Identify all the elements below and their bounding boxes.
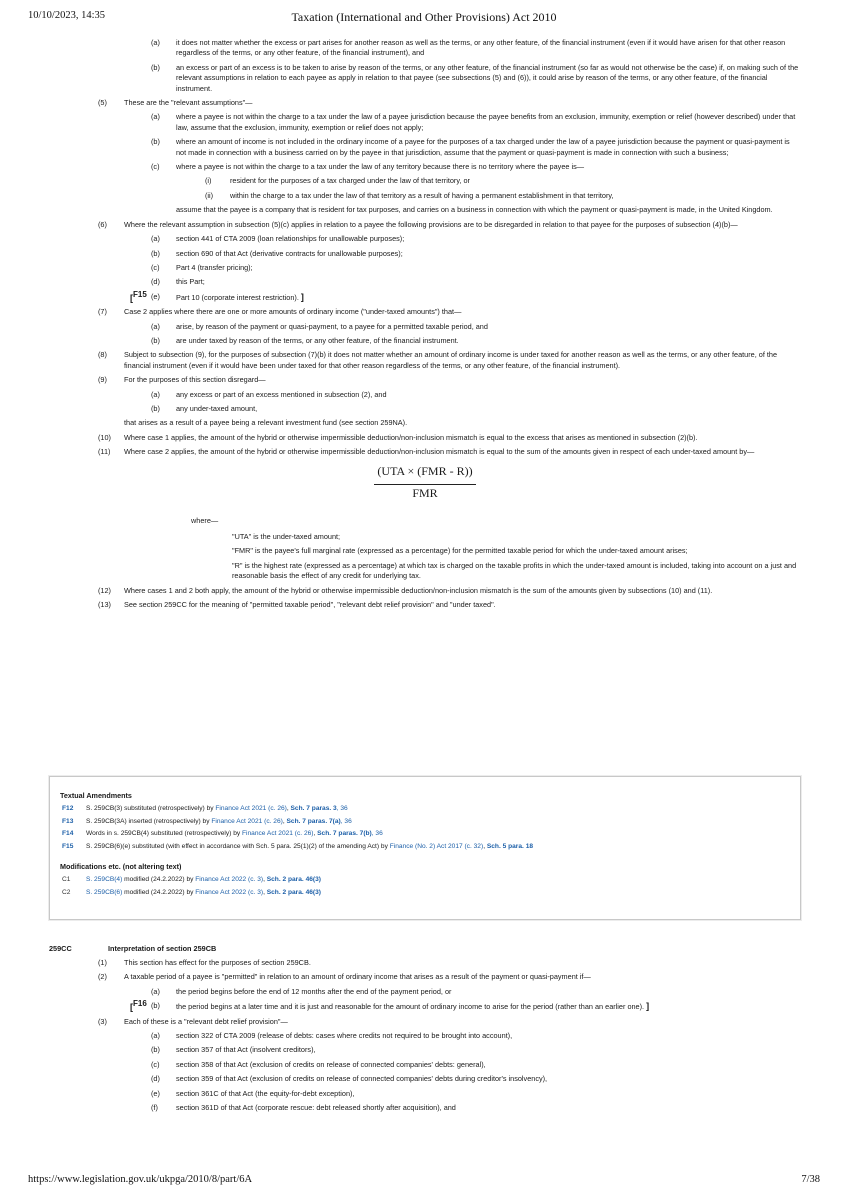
- schedule-link[interactable]: Sch. 2 para. 46(3): [266, 888, 321, 896]
- subsection-8: (8) Subject to subsection (9), for the purposes of subsection (7)(b) it does not matter whether an amount of ordinary income is under taxed for another reason as well as the terms, or any other feature, of the financial instrument (even if it would have been under taxed for that other reason regardless of the terms, or any other feature, of the financial instrument).: [98, 350, 778, 370]
- page-url[interactable]: https://www.legislation.gov.uk/ukpga/2010/8/part/6A: [28, 1174, 253, 1185]
- schedule-link[interactable]: Sch. 7 paras. 3: [290, 805, 337, 812]
- section-259cc: [0, 944, 848, 1117]
- act-link[interactable]: Finance Act 2022 (c. 3): [195, 888, 264, 896]
- where-label: where—: [191, 515, 219, 525]
- subsection-5: (5) These are the "relevant assumptions"—: [98, 98, 253, 108]
- subsection-3: (3) Each of these is a "relevant debt relief provision"—: [98, 1016, 288, 1026]
- act-link[interactable]: Finance Act 2021 (c. 26): [242, 830, 314, 837]
- section-259cb-body: [0, 38, 848, 614]
- clause: (a) arise, by reason of the payment or quasi-payment, to a payee for a permitted taxable period, and: [151, 321, 488, 331]
- clause: (a) section 441 of CTA 2009 (loan relationships for unallowable purposes);: [151, 234, 405, 244]
- definition: "FMR" is the payee's full marginal rate (expressed as a percentage) for the permitted taxable period for which the under-taxed amount arises;: [232, 546, 688, 556]
- clause: (c) Part 4 (transfer pricing);: [151, 262, 253, 272]
- formula: [0, 463, 848, 510]
- definition: "UTA" is the under-taxed amount;: [232, 532, 341, 541]
- modification-code: C1: [62, 876, 71, 883]
- clause: (c) section 358 of that Act (exclusion of credits on release of connected companies' debts: general),: [151, 1059, 486, 1069]
- subsection-10: (10) Where case 1 applies, the amount of the hybrid or otherwise impermissible deduction/non-inclusion mismatch is equal to the excess that arises as mentioned in subsection (2)(b).: [98, 432, 698, 442]
- amendment-row: F13 S. 259CB(3A) inserted (retrospectively) by Finance Act 2021 (c. 26), Sch. 7 paras. 7(a), 36: [62, 817, 352, 825]
- subsection-7: (7) Case 2 applies where there are one or more amounts of ordinary income ("under-taxed amounts") that—: [98, 307, 462, 317]
- amendment-code[interactable]: F12: [62, 805, 74, 812]
- clause: (a) the period begins before the end of 12 months after the end of the payment period, or: [151, 986, 452, 996]
- clause-continuation: that arises as a result of a payee being a relevant investment fund (see section 259NA).: [124, 418, 408, 428]
- subsection-9: (9) For the purposes of this section disregard—: [98, 375, 266, 385]
- schedule-link[interactable]: Sch. 7 paras. 7(b): [317, 830, 372, 837]
- clause: (a) where a payee is not within the charge to a tax under the law of a payee jurisdiction because the payee benefits from an exclusion, immunity, exemption or relief (however described) under that law, assume that the exclusion, immunity, exemption or relief does not apply;: [151, 112, 796, 132]
- act-link[interactable]: Finance Act 2021 (c. 26): [215, 805, 287, 812]
- amendment-marker[interactable]: [$^{F15}$: [130, 289, 147, 303]
- clause: (a) it does not matter whether the excess or part arises for another reason as well as the terms, or any other feature, of the financial instrument (even if it would have arisen for that other reason regardless of the terms, or any other feature, of the financial instrument), and: [151, 38, 786, 58]
- clause: (a) any excess or part of an excess mentioned in subsection (2), and: [151, 389, 387, 399]
- amendment-code[interactable]: F13: [62, 817, 74, 825]
- clause: (b) any under-taxed amount,: [151, 403, 258, 413]
- subsection-2: (2) A taxable period of a payee is "permitted" in relation to an amount of ordinary income that arises as a result of the payment or quasi-payment if—: [98, 972, 591, 982]
- amendment-code[interactable]: F15: [62, 842, 74, 850]
- sub-clause: (i) resident for the purposes of a tax charged under the law of that territory, or: [205, 176, 470, 186]
- schedule-link[interactable]: Sch. 2 para. 46(3): [266, 876, 321, 883]
- clause: (b) where an amount of income is not included in the ordinary income of a payee for the purposes of a tax charged under the law of a payee jurisdiction because the payment or quasi-payment is not made in connection with a business carried on by the payee in that jurisdiction, assume that the payment or quasi-payment is made in connection with such a business;: [151, 137, 790, 157]
- section-link[interactable]: S. 259CB(4): [86, 876, 123, 883]
- page-footer: [28, 1174, 820, 1188]
- amendment-row: F14 Words in s. 259CB(4) substituted (retrospectively) by Finance Act 2021 (c. 26), Sch. 7 paras. 7(b), 36: [62, 830, 383, 837]
- section-title: Interpretation of section 259CB: [108, 944, 217, 953]
- amendments-panel: [49, 776, 801, 920]
- schedule-link[interactable]: Sch. 7 paras. 7(a): [286, 817, 341, 825]
- amendment-row: F12 S. 259CB(3) substituted (retrospectively) by Finance Act 2021 (c. 26), Sch. 7 paras. 3, 36: [62, 805, 348, 812]
- modification-row: C1 S. 259CB(4) modified (24.2.2022) by Finance Act 2022 (c. 3), Sch. 2 para. 46(3): [62, 876, 321, 883]
- page-header: [28, 10, 820, 26]
- modifications-heading: Modifications etc. (not altering text): [60, 862, 182, 871]
- modification-code: C2: [62, 888, 71, 896]
- document-title: Taxation (International and Other Provisions) Act 2010: [291, 10, 557, 24]
- subsection-6: (6) Where the relevant assumption in subsection (5)(c) applies in relation to a payee the following provisions are to be disregarded in relation to that payee for the purposes of subsection (4)(b)—: [98, 219, 738, 229]
- formula-denominator: FMR: [412, 485, 438, 500]
- act-link[interactable]: Finance (No. 2) Act 2017 (c. 32): [389, 842, 484, 850]
- clause: (d) section 359 of that Act (exclusion of credits on release of connected companies' debts during creditor's insolvency),: [151, 1074, 548, 1084]
- amended-clause-f16: [$^{F16}$ (b) the period begins at a later time and it is just and reasonable for the amount of ordinary income to arise for the period (rather than an earlier one). ]: [130, 999, 650, 1013]
- textual-amendments-heading: Textual Amendments: [60, 791, 132, 800]
- clause: (b) an excess or part of an excess is to be taken to arise by reason of the terms, or any other feature, of the financial instrument (so far as would not otherwise be the case) if, on making such of the relevant assumptions in relation to each payee as apply in relation to that payee (see subsections (5) and (6)), it could arise by reason of the terms, or any other feature, of the financial instrument.: [151, 62, 799, 93]
- modification-row: C2 S. 259CB(6) modified (24.2.2022) by Finance Act 2022 (c. 3), Sch. 2 para. 46(3): [62, 888, 321, 896]
- sub-clause: (ii) within the charge to a tax under the law of that territory as a result of having a permanent establishment in that territory,: [205, 190, 614, 200]
- fraction-bar: [374, 484, 476, 485]
- amendment-code[interactable]: F14: [62, 830, 74, 837]
- print-date: 10/10/2023, 14:35: [28, 10, 106, 21]
- schedule-link[interactable]: Sch. 5 para. 18: [486, 842, 534, 850]
- section-heading: [0, 944, 848, 958]
- section-number: 259CC: [49, 944, 72, 953]
- subsection-1: (1) This section has effect for the purposes of section 259CB.: [98, 958, 311, 967]
- clause: (b) section 357 of that Act (insolvent creditors),: [151, 1045, 316, 1055]
- clause: (f) section 361D of that Act (corporate rescue: debt released shortly after acquisition), and: [151, 1103, 456, 1113]
- section-link[interactable]: S. 259CB(6): [86, 888, 123, 896]
- clause: (c) where a payee is not within the charge to a tax under the law of any territory because there is no territory where the payee is—: [151, 162, 585, 172]
- clause: (b) are under taxed by reason of the terms, or any other feature, of the financial instrument.: [151, 335, 459, 345]
- clause-continuation: assume that the payee is a company that is resident for tax purposes, and carries on a business in connection with which the payment or quasi-payment is made, in the United Kingdom.: [176, 205, 773, 215]
- subsection-12: (12) Where cases 1 and 2 both apply, the amount of the hybrid or otherwise impermissible deduction/non-inclusion mismatch is the sum of the amounts given by subsections (10) and (11).: [98, 585, 713, 595]
- clause: (b) section 690 of that Act (derivative contracts for unallowable purposes);: [151, 248, 403, 258]
- subsection-11: (11) Where case 2 applies, the amount of the hybrid or otherwise impermissible deduction/non-inclusion mismatch is equal to the sum of the amounts given in respect of each under-taxed amount by—: [98, 447, 755, 457]
- amended-clause-f15: [$^{F15}$ (e) Part 10 (corporate interest restriction). ]: [130, 289, 304, 303]
- definition: "R" is the highest rate (expressed as a percentage) at which tax is charged on the taxable profits in which the under-taxed amount is included, taking into account on a just and reasonable basis the effect of any credit for underlying tax.: [232, 560, 797, 581]
- formula-numerator: (UTA × (FMR - R)): [377, 463, 473, 478]
- subsection-13: (13) See section 259CC for the meaning of "permitted taxable period", "relevant debt relief provision" and "under taxed".: [98, 600, 496, 610]
- amendment-marker[interactable]: [$^{F16}$: [130, 999, 147, 1013]
- act-link[interactable]: Finance Act 2022 (c. 3): [195, 876, 264, 883]
- act-link[interactable]: Finance Act 2021 (c. 26): [211, 817, 283, 825]
- clause: (e) section 361C of that Act (the equity-for-debt exception),: [151, 1088, 355, 1098]
- page-number: 7/38: [801, 1174, 820, 1185]
- clause: (d) this Part;: [151, 277, 205, 287]
- clause: (a) section 322 of CTA 2009 (release of debts: cases where credits not required to be brought into account),: [151, 1031, 513, 1041]
- amendment-row: F15 S. 259CB(6)(e) substituted (with effect in accordance with Sch. 5 para. 25(1)(2) of the amending Act) by Finance (No. 2) Act 2017 (c. 32), Sch. 5 para. 18: [62, 842, 534, 850]
